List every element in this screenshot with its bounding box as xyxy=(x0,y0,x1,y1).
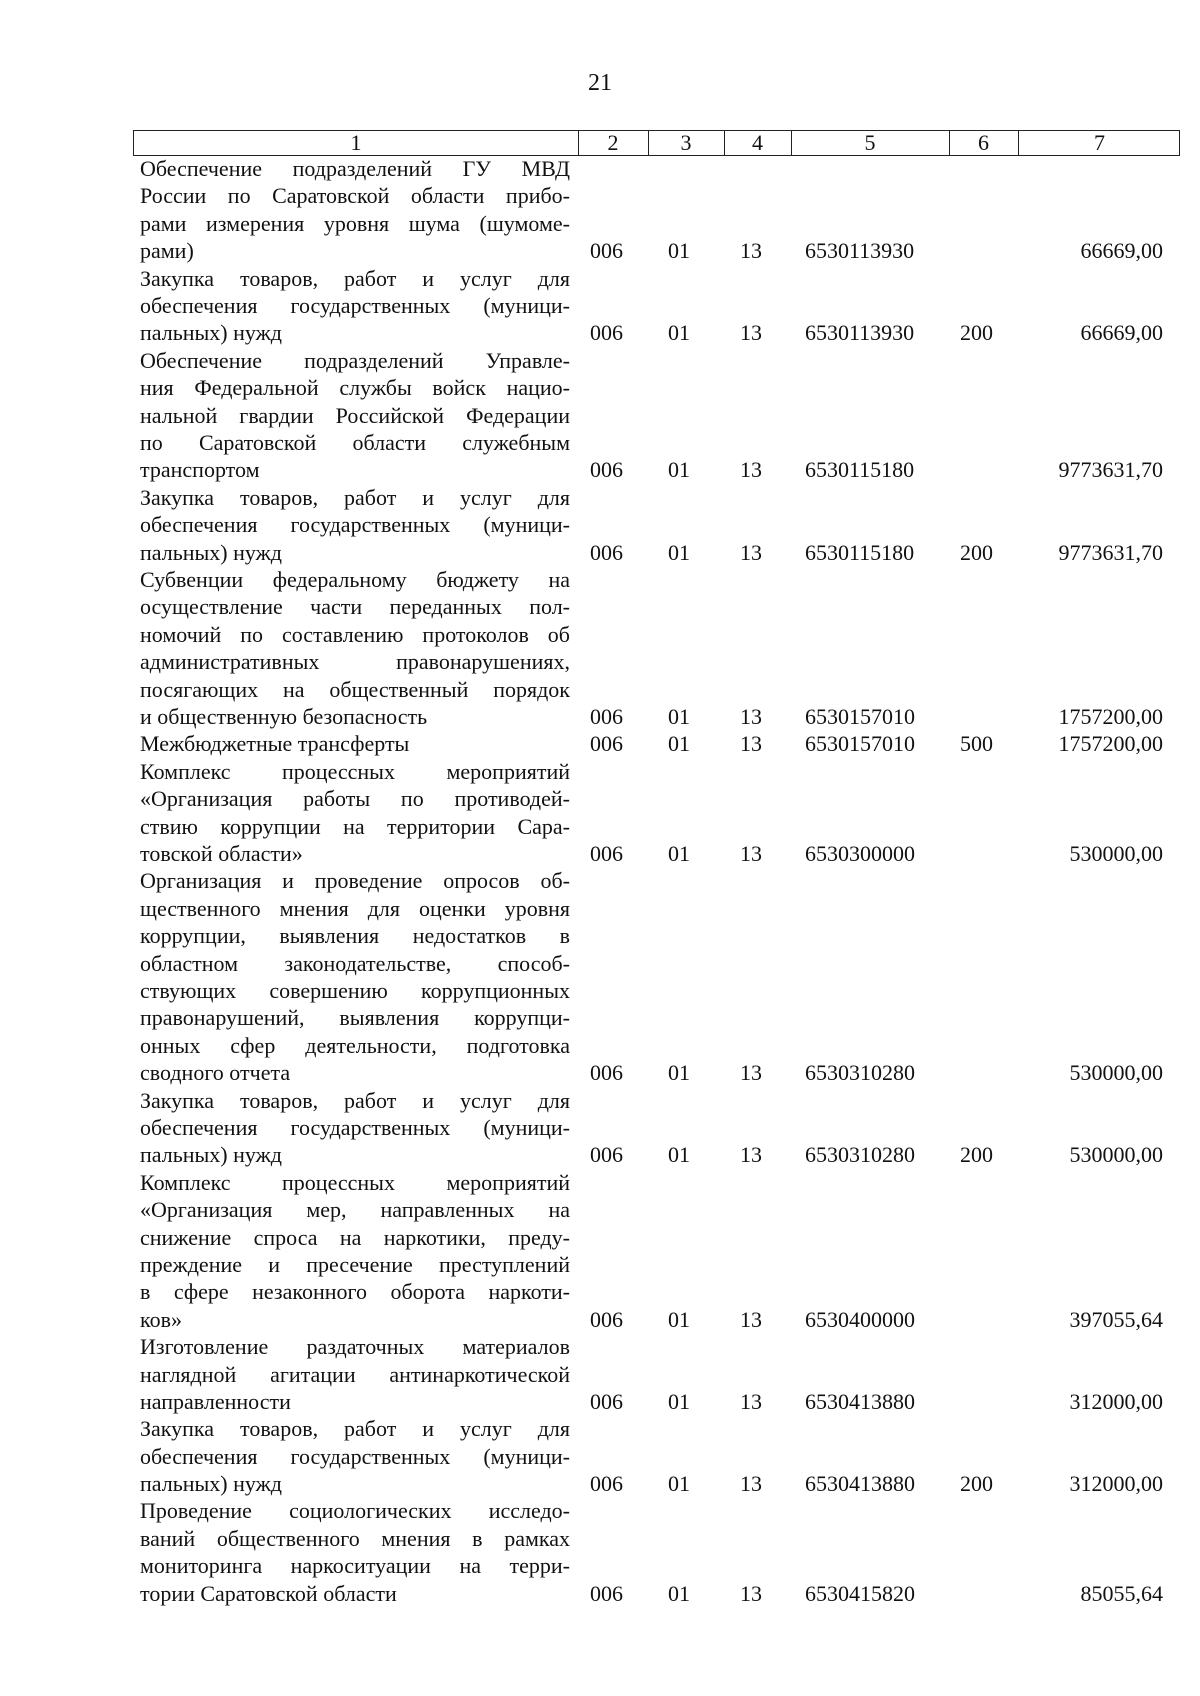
cell-col-5: 6530310280 xyxy=(805,1142,915,1168)
cell-col-7: 530000,00 xyxy=(1069,1142,1163,1168)
cell-col-2: 006 xyxy=(590,1388,623,1414)
cell-col-5: 6530157010 xyxy=(805,703,915,729)
cell-col-7: 85055,64 xyxy=(1080,1580,1163,1606)
page-number: 21 xyxy=(588,70,612,96)
description-line: пальных) нужд xyxy=(140,539,283,565)
description-line: Обеспечение подразделений ГУ МВД xyxy=(140,156,570,181)
cell-col-3: 01 xyxy=(668,703,690,729)
table-row xyxy=(0,1087,1200,1169)
description-line: в сфере незаконного оборота наркоти- xyxy=(140,1279,570,1305)
cell-col-2: 006 xyxy=(590,731,623,757)
cell-col-3: 01 xyxy=(668,1580,690,1606)
description-line: обеспечения государственных (муници- xyxy=(140,1443,570,1469)
cell-col-5: 6530310280 xyxy=(805,1060,915,1086)
cell-col-4: 13 xyxy=(740,1060,762,1086)
description-line: тории Саратовской области xyxy=(140,1580,397,1606)
cell-col-2: 006 xyxy=(590,840,623,866)
description-line: и общественную безопасность xyxy=(140,704,428,729)
cell-col-4: 13 xyxy=(740,1306,762,1332)
cell-col-5: 6530300000 xyxy=(805,840,915,866)
description-line: «Организация мер, направленных на xyxy=(140,1197,570,1223)
table-row xyxy=(0,1169,1200,1333)
cell-col-7: 9773631,70 xyxy=(1058,457,1163,483)
row-description xyxy=(140,155,570,265)
cell-col-7: 530000,00 xyxy=(1069,840,1163,866)
description-line: ствию коррупции на территории Сара- xyxy=(140,813,570,839)
cell-col-2: 006 xyxy=(590,703,623,729)
description-line: России по Саратовской области прибо- xyxy=(140,183,570,209)
description-line: Комплекс процессных мероприятий xyxy=(140,1169,570,1195)
table-row xyxy=(0,1415,1200,1497)
cell-col-2: 006 xyxy=(590,1060,623,1086)
cell-col-5: 6530113930 xyxy=(805,238,915,264)
cell-col-2: 006 xyxy=(590,1580,623,1606)
description-line: обеспечения государственных (муници- xyxy=(140,512,570,538)
table-row xyxy=(0,347,1200,484)
description-line: обеспечения государственных (муници- xyxy=(140,293,570,318)
cell-col-6: 500 xyxy=(960,731,993,757)
description-line: Межбюджетные трансферты xyxy=(140,731,410,757)
row-description xyxy=(140,730,570,757)
cell-col-4: 13 xyxy=(740,1580,762,1606)
description-line: преждение и пресечение преступлений xyxy=(140,1251,570,1277)
header-col-3: 3 xyxy=(680,130,692,155)
header-divider xyxy=(1018,131,1019,155)
cell-col-3: 01 xyxy=(668,320,690,346)
table-row xyxy=(0,265,1200,347)
description-line: Изготовление раздаточных материалов xyxy=(140,1334,570,1360)
cell-col-7: 66669,00 xyxy=(1080,238,1163,264)
description-line: «Организация работы по противодей- xyxy=(140,786,570,812)
description-line: коррупции, выявления недостатков в xyxy=(140,923,570,949)
cell-col-3: 01 xyxy=(668,1306,690,1332)
cell-col-7: 66669,00 xyxy=(1080,320,1163,346)
cell-col-5: 6530413880 xyxy=(805,1471,915,1497)
row-description xyxy=(140,484,570,566)
header-divider xyxy=(724,131,725,155)
cell-col-2: 006 xyxy=(590,1142,623,1168)
description-line: Проведение социологических исследо- xyxy=(140,1498,570,1524)
header-col-7: 7 xyxy=(1094,130,1105,155)
description-line: Закупка товаров, работ и услуг для xyxy=(140,1416,570,1442)
table-row xyxy=(0,566,1200,730)
table-row xyxy=(0,1333,1200,1415)
header-divider xyxy=(648,131,649,155)
description-line: пальных) нужд xyxy=(140,320,283,346)
description-line: ствующих совершению коррупционных xyxy=(140,977,570,1003)
cell-col-4: 13 xyxy=(740,840,762,866)
cell-col-7: 530000,00 xyxy=(1069,1060,1163,1086)
description-line: щественного мнения для оценки уровня xyxy=(140,895,570,921)
cell-col-3: 01 xyxy=(668,457,690,483)
cell-col-3: 01 xyxy=(668,731,690,757)
description-line: обеспечения государственных (муници- xyxy=(140,1114,570,1140)
header-col-4: 4 xyxy=(752,130,763,155)
table-row xyxy=(0,867,1200,1086)
cell-col-5: 6530400000 xyxy=(805,1306,915,1332)
cell-col-4: 13 xyxy=(740,457,762,483)
header-divider xyxy=(791,131,792,155)
table-row xyxy=(0,484,1200,566)
cell-col-6: 200 xyxy=(960,1142,993,1168)
description-line: пальных) нужд xyxy=(140,1142,283,1168)
description-line: ков» xyxy=(140,1306,182,1332)
description-line: онных сфер деятельности, подготовка xyxy=(140,1032,570,1058)
cell-col-7: 1757200,00 xyxy=(1058,731,1163,757)
cell-col-4: 13 xyxy=(740,703,762,729)
cell-col-6: 200 xyxy=(960,539,993,565)
cell-col-2: 006 xyxy=(590,320,623,346)
description-line: по Саратовской области служебным xyxy=(140,430,570,455)
cell-col-3: 01 xyxy=(668,1060,690,1086)
header-divider xyxy=(578,131,579,155)
cell-col-2: 006 xyxy=(590,539,623,565)
description-line: ния Федеральной службы войск нацио- xyxy=(140,375,570,401)
table-row xyxy=(0,155,1200,265)
header-col-6: 6 xyxy=(978,130,989,155)
description-line: сводного отчета xyxy=(140,1060,291,1086)
cell-col-4: 13 xyxy=(740,539,762,565)
description-line: рами) xyxy=(140,238,194,264)
table-row xyxy=(0,730,1200,757)
cell-col-5: 6530157010 xyxy=(805,731,915,757)
description-line: направленности xyxy=(140,1388,291,1414)
cell-col-2: 006 xyxy=(590,238,623,264)
description-line: Организация и проведение опросов об- xyxy=(140,868,570,894)
cell-col-3: 01 xyxy=(668,238,690,264)
description-line: административных правонарушениях, xyxy=(140,649,570,675)
cell-col-2: 006 xyxy=(590,1306,623,1332)
cell-col-5: 6530115180 xyxy=(805,539,915,565)
cell-col-3: 01 xyxy=(668,539,690,565)
row-description xyxy=(140,1415,570,1497)
cell-col-2: 006 xyxy=(590,1471,623,1497)
description-line: Субвенции федеральному бюджету на xyxy=(140,566,570,592)
row-description xyxy=(140,1333,570,1415)
cell-col-7: 312000,00 xyxy=(1069,1388,1163,1414)
cell-col-5: 6530115180 xyxy=(805,457,915,483)
row-description xyxy=(140,265,570,347)
description-line: правонарушений, выявления коррупци- xyxy=(140,1005,570,1031)
description-line: Закупка товаров, работ и услуг для xyxy=(140,265,570,291)
row-description xyxy=(140,347,570,484)
description-line: товской области» xyxy=(140,840,303,866)
description-line: снижение спроса на наркотики, преду- xyxy=(140,1224,570,1250)
description-line: областном законодательстве, способ- xyxy=(140,950,570,976)
header-col-2: 2 xyxy=(607,130,619,155)
cell-col-7: 397055,64 xyxy=(1069,1306,1163,1332)
description-line: пальных) нужд xyxy=(140,1471,283,1497)
cell-col-6: 200 xyxy=(960,1471,993,1497)
cell-col-4: 13 xyxy=(740,1142,762,1168)
description-line: Закупка товаров, работ и услуг для xyxy=(140,1087,570,1113)
cell-col-4: 13 xyxy=(740,238,762,264)
cell-col-5: 6530415820 xyxy=(805,1580,915,1606)
description-line: Комплекс процессных мероприятий xyxy=(140,758,570,784)
cell-col-4: 13 xyxy=(740,731,762,757)
row-description xyxy=(140,758,570,868)
cell-col-3: 01 xyxy=(668,1388,690,1414)
description-line: нальной гвардии Российской Федерации xyxy=(140,402,570,428)
table-row xyxy=(0,758,1200,868)
cell-col-7: 1757200,00 xyxy=(1058,703,1163,729)
description-line: номочий по составлению протоколов об xyxy=(140,621,570,647)
cell-col-6: 200 xyxy=(960,320,993,346)
description-line: осуществление части переданных пол- xyxy=(140,594,570,620)
cell-col-4: 13 xyxy=(740,1388,762,1414)
budget-table-body xyxy=(0,155,1200,1607)
cell-col-5: 6530113930 xyxy=(805,320,915,346)
table-row xyxy=(0,1497,1200,1607)
cell-col-3: 01 xyxy=(668,1471,690,1497)
cell-col-2: 006 xyxy=(590,457,623,483)
cell-col-3: 01 xyxy=(668,840,690,866)
description-line: транспортом xyxy=(140,457,260,483)
row-description xyxy=(140,1169,570,1333)
description-line: ваний общественного мнения в рамках xyxy=(140,1525,570,1551)
description-line: Обеспечение подразделений Управле- xyxy=(140,347,570,373)
header-col-5: 5 xyxy=(864,130,876,155)
cell-col-3: 01 xyxy=(668,1142,690,1168)
row-description xyxy=(140,566,570,730)
table-header xyxy=(133,130,1180,156)
cell-col-4: 13 xyxy=(740,320,762,346)
description-line: рами измерения уровня шума (шумоме- xyxy=(140,210,570,236)
cell-col-7: 9773631,70 xyxy=(1058,539,1163,565)
row-description xyxy=(140,867,570,1086)
cell-col-4: 13 xyxy=(740,1471,762,1497)
description-line: наглядной агитации антинаркотической xyxy=(140,1361,570,1387)
description-line: Закупка товаров, работ и услуг для xyxy=(140,484,570,510)
header-col-1: 1 xyxy=(350,130,362,155)
description-line: мониторинга наркоситуации на терри- xyxy=(140,1553,570,1579)
row-description xyxy=(140,1497,570,1607)
header-divider xyxy=(949,131,950,155)
cell-col-5: 6530413880 xyxy=(805,1388,915,1414)
row-description xyxy=(140,1087,570,1169)
cell-col-7: 312000,00 xyxy=(1069,1471,1163,1497)
description-line: посягающих на общественный порядок xyxy=(140,676,570,702)
